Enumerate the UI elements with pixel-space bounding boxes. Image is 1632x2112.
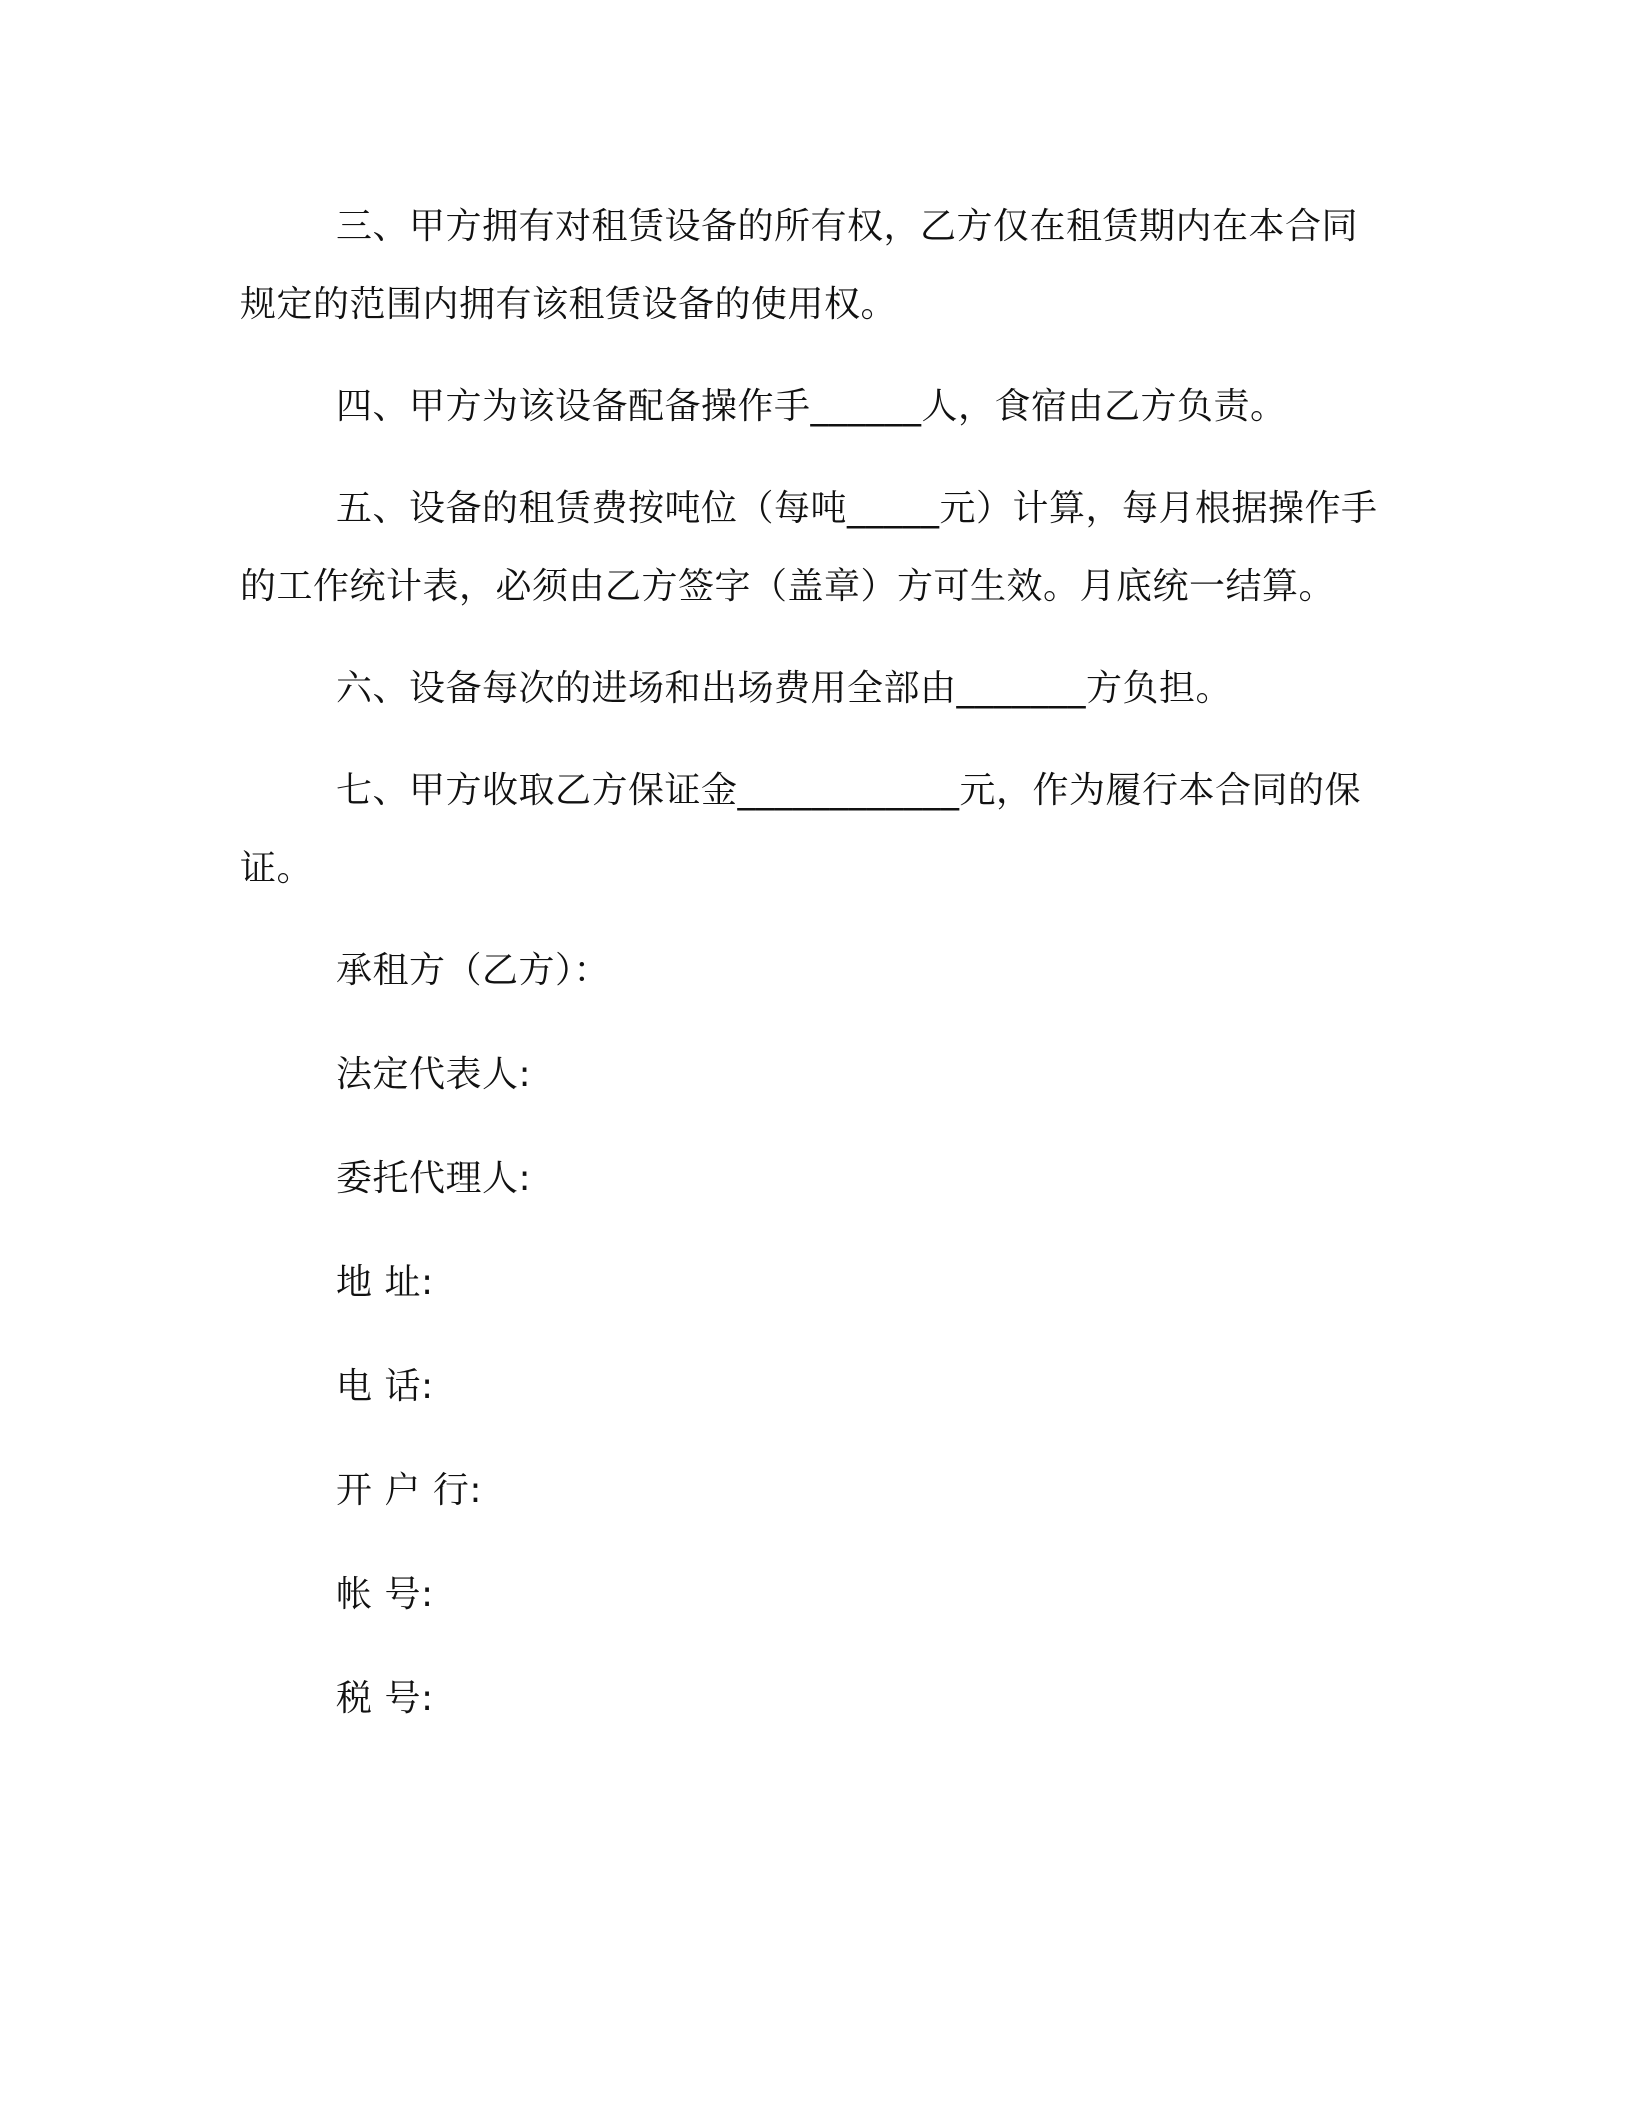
clause-3: 三、甲方拥有对租赁设备的所有权，乙方仅在租赁期内在本合同规定的范围内拥有该租赁设备的使用权。: [240, 206, 1359, 325]
phone-label: 电 话:: [336, 1366, 434, 1407]
signature-block: [240, 932, 1390, 1738]
address-label: 地 址:: [336, 1262, 434, 1303]
clause-4: 四、甲方为该设备配备操作手______人，食宿由乙方负责。: [336, 386, 1287, 427]
legal-representative-label: 法定代表人:: [336, 1054, 532, 1095]
document-content: [240, 188, 1390, 1764]
account-label: 帐 号:: [336, 1574, 434, 1615]
clause-7: 七、甲方收取乙方保证金____________元，作为履行本合同的保证。: [240, 770, 1362, 889]
lessee-label: 承租方（乙方）：: [336, 950, 611, 991]
agent-label: 委托代理人:: [336, 1158, 532, 1199]
clause-6: 六、设备每次的进场和出场费用全部由_______方负担。: [336, 668, 1233, 709]
bank-label: 开 户 行:: [336, 1470, 483, 1511]
clause-5: 五、设备的租赁费按吨位（每吨_____元）计算，每月根据操作手的工作统计表，必须由乙方签字（盖章）方可生效。月底统一结算。: [240, 488, 1378, 607]
tax-id-label: 税 号:: [336, 1678, 434, 1719]
